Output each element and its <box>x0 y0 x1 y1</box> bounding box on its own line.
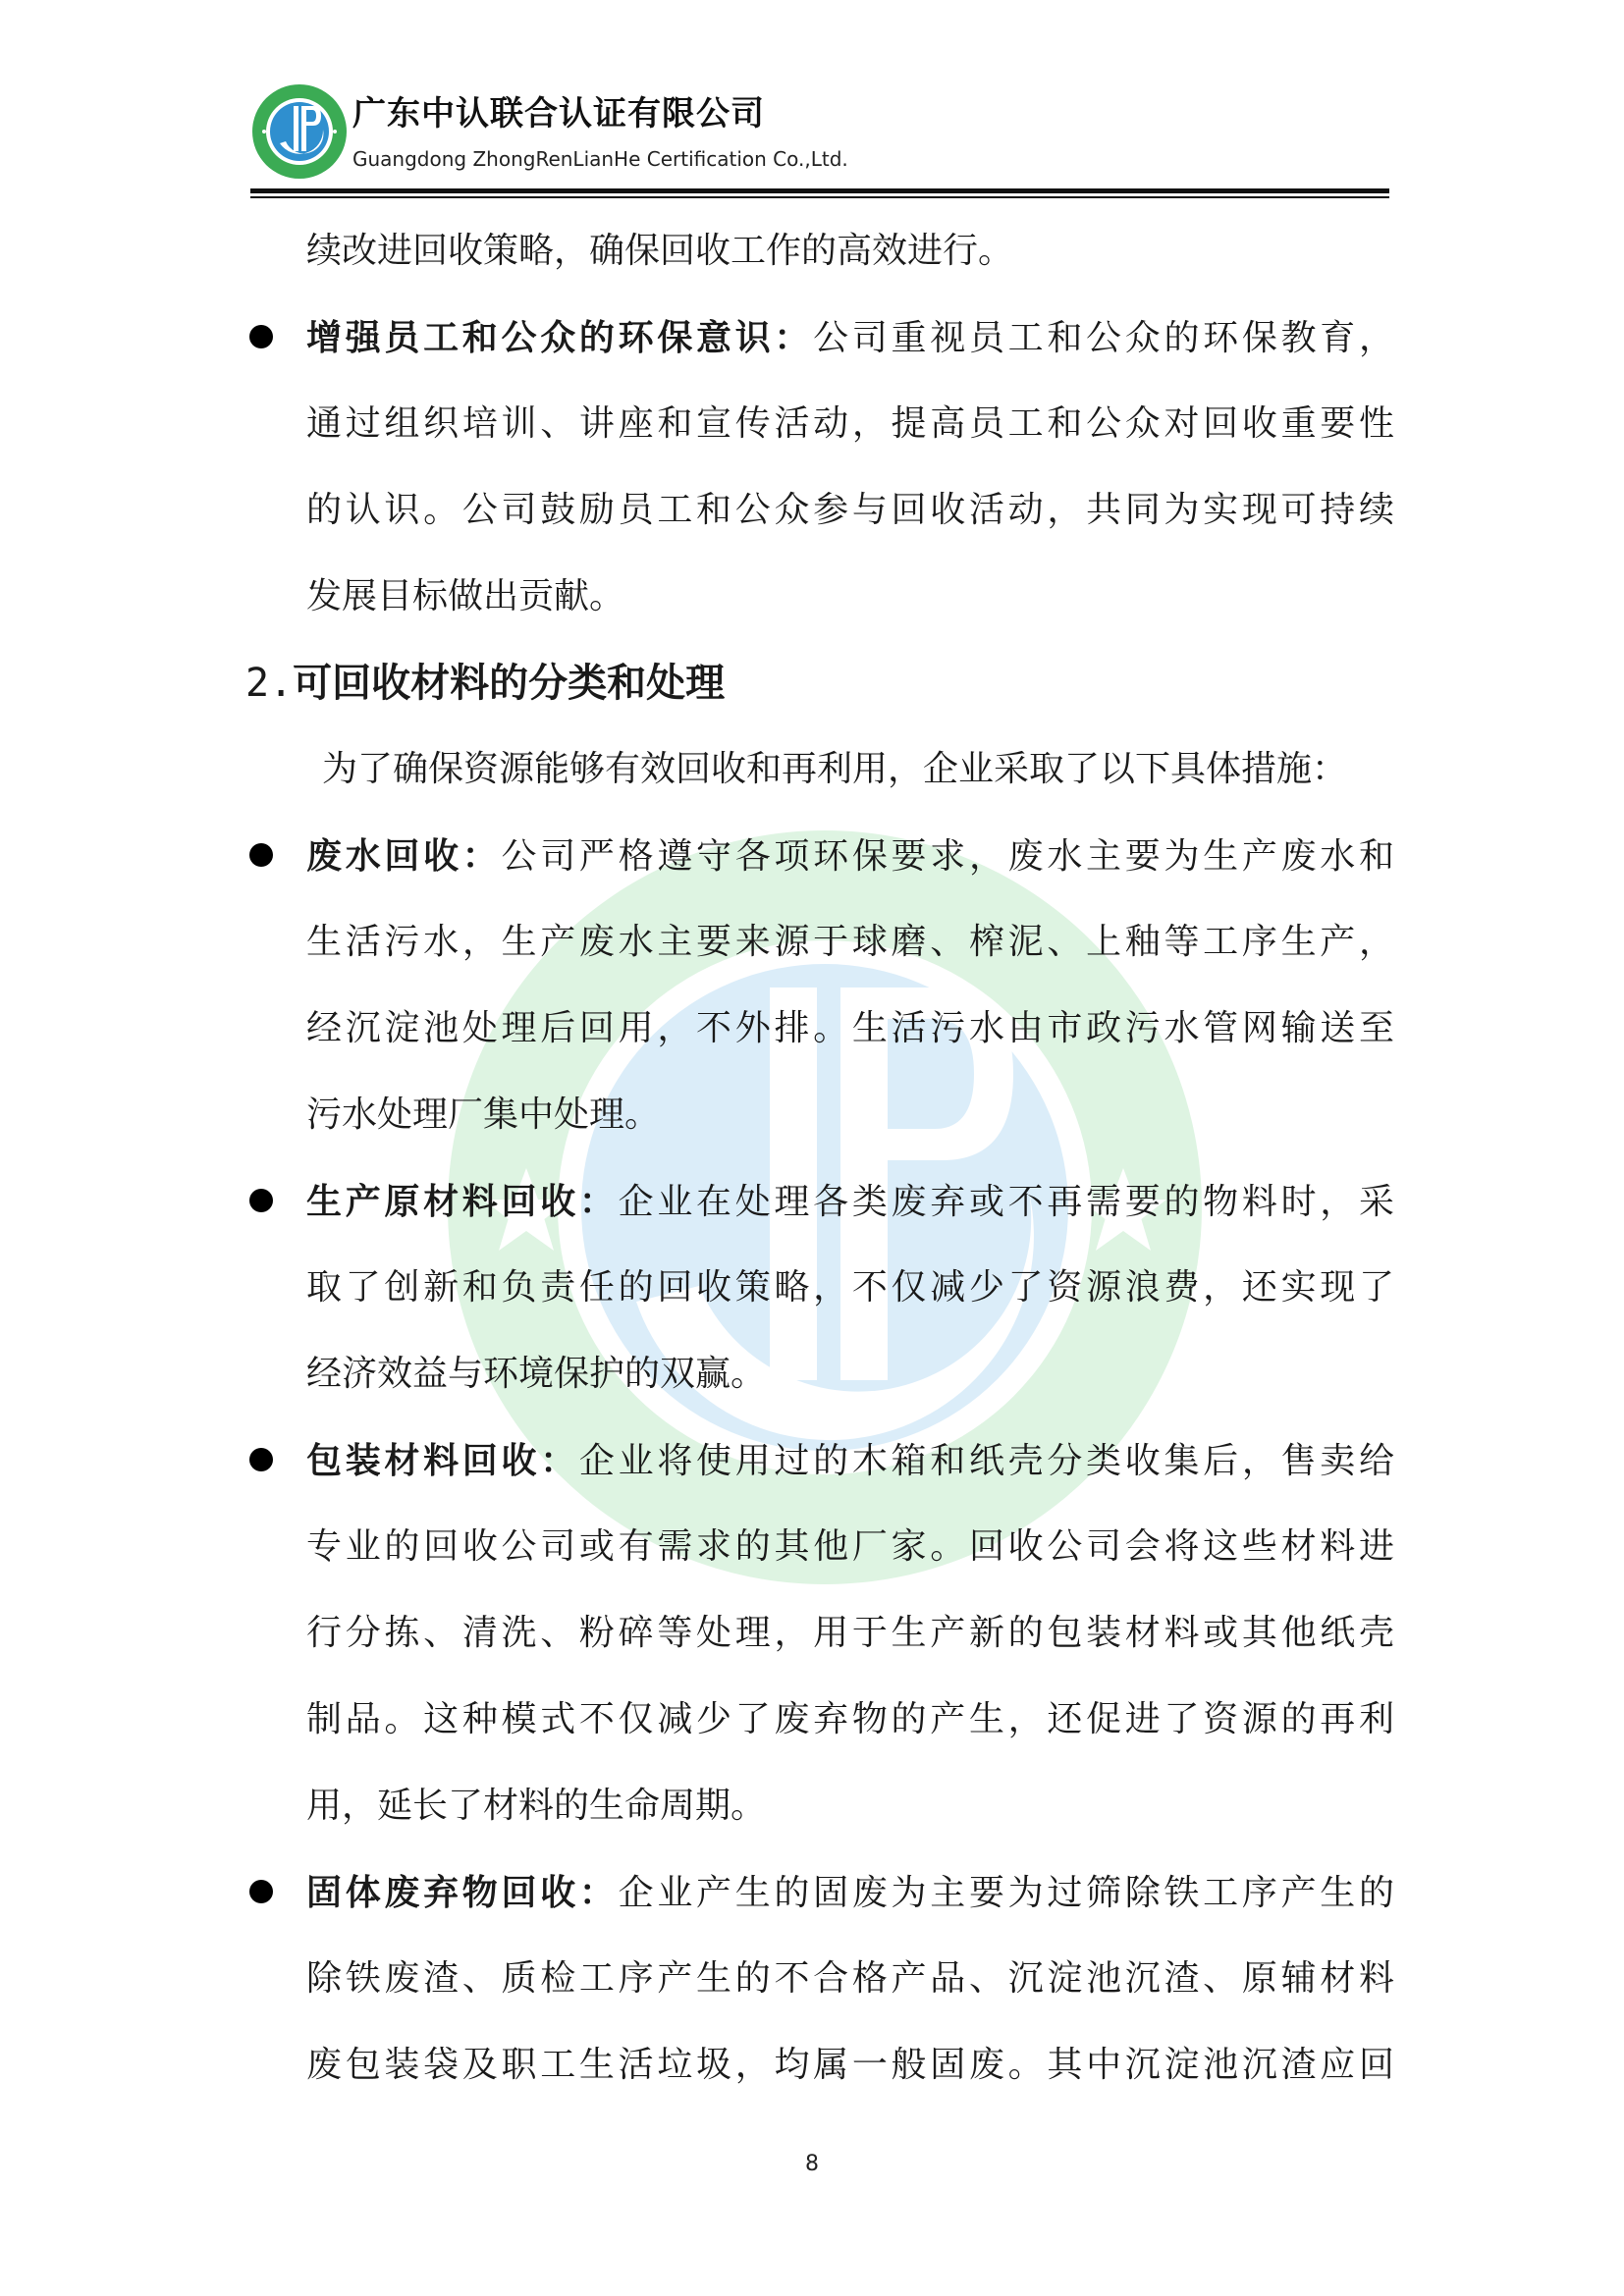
paragraph-line: 经沉淀池处理后回用，不外排。生活污水由市政污水管网输送至 <box>306 1008 1394 1048</box>
bullet-dot <box>249 1448 273 1471</box>
company-name-en: Guangdong ZhongRenLianHe Certification Co.,Ltd. <box>352 147 848 171</box>
company-name-cn: 广东中认联合认证有限公司 <box>352 94 765 133</box>
bullet-dot <box>249 843 273 867</box>
bullet-item <box>245 1417 1394 1504</box>
paragraph-line: 续改进回收策略，确保回收工作的高效进行。 <box>306 231 1014 271</box>
bullet-lead: 生产原材料回收： <box>306 1181 619 1222</box>
intro-paragraph: 为了确保资源能够有效回收和再利用，企业采取了以下具体措施： <box>322 749 1348 789</box>
paragraph-line: 污水处理厂集中处理。 <box>306 1095 661 1135</box>
page-number: 8 <box>805 2152 819 2176</box>
bullet-item <box>245 294 1394 381</box>
bullet-dot <box>249 325 273 348</box>
bullet-text: 公司重视员工和公众的环保教育， <box>813 318 1394 358</box>
paragraph-line: 废包装袋及职工生活垃圾，均属一般固废。其中沉淀池沉渣应回 <box>306 2045 1394 2085</box>
bullet-lead: 固体废弃物回收： <box>306 1872 619 1913</box>
paragraph-line: 除铁废渣、质检工序产生的不合格产品、沉淀池沉渣、原辅材料 <box>306 1958 1394 1999</box>
paragraph-line: 生活污水，生产废水主要来源于球磨、榨泥、上釉等工序生产， <box>306 922 1394 962</box>
section-heading <box>245 640 1394 726</box>
paragraph-line: 的认识。公司鼓励员工和公众参与回收活动，共同为实现可持续 <box>306 490 1394 530</box>
paragraph-line: 发展目标做出贡献。 <box>306 576 625 616</box>
header-rule-thick <box>250 188 1389 193</box>
bullet-item <box>245 1158 1394 1245</box>
paragraph-line: 经济效益与环境保护的双赢。 <box>306 1354 767 1394</box>
bullet-text: 企业在处理各类废弃或不再需要的物料时，采 <box>618 1182 1394 1222</box>
section-title: 可回收材料的分类和处理 <box>293 660 726 706</box>
document-body <box>245 208 1394 2109</box>
paragraph-line: 取了创新和负责任的回收策略，不仅减少了资源浪费，还实现了 <box>306 1267 1394 1308</box>
page-header <box>250 82 1389 198</box>
section-number: 2. <box>245 661 294 706</box>
bullet-text: 企业产生的固废为主要为过筛除铁工序产生的 <box>618 1873 1394 1913</box>
bullet-item <box>245 1849 1394 1936</box>
paragraph-line: 用，延长了材料的生命周期。 <box>306 1786 767 1826</box>
company-logo <box>250 82 349 181</box>
bullet-lead: 增强员工和公众的环保意识： <box>306 317 814 358</box>
header-rule-thin <box>250 196 1389 198</box>
bullet-text: 企业将使用过的木箱和纸壳分类收集后，售卖给 <box>578 1441 1394 1481</box>
bullet-lead: 废水回收： <box>306 835 502 877</box>
bullet-lead: 包装材料回收： <box>306 1440 579 1481</box>
paragraph-line: 行分拣、清洗、粉碎等处理，用于生产新的包装材料或其他纸壳 <box>306 1613 1394 1653</box>
paragraph-line: 通过组织培训、讲座和宣传活动，提高员工和公众对回收重要性 <box>306 403 1394 444</box>
paragraph-line: 制品。这种模式不仅减少了废弃物的产生，还促进了资源的再利 <box>306 1699 1394 1739</box>
bullet-dot <box>249 1189 273 1212</box>
bullet-item <box>245 813 1394 899</box>
bullet-text: 公司严格遵守各项环保要求，废水主要为生产废水和 <box>501 836 1394 877</box>
bullet-dot <box>249 1880 273 1903</box>
paragraph-line: 专业的回收公司或有需求的其他厂家。回收公司会将这些材料进 <box>306 1526 1394 1567</box>
